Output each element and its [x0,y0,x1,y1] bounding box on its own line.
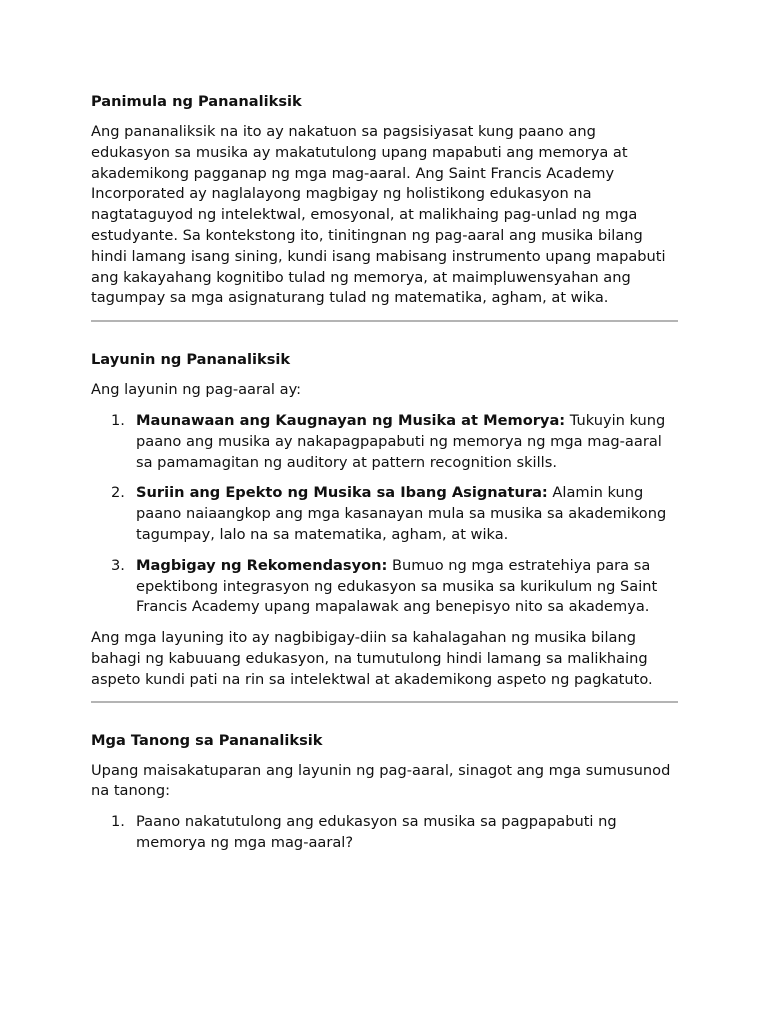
list-item-text: Alamin kung paano naiaangkop ang mga kasanayan mula sa musika sa akademikong tagumpay, lalo na sa matematika, agham, at wika. [136,484,667,543]
list-item-text: Bumuo ng mga estratehiya para sa epektibong integrasyon ng edukasyon sa musika sa kurikulum ng Saint Francis Academy upang mapalawak ang benepisyo nito sa akademya. [136,556,658,616]
list-item [91,812,678,854]
section-intro: Ang layunin ng pag-aaral ay: [91,381,302,399]
list-item [91,556,678,618]
list-item-title: Suriin ang Epekto ng Musika sa Ibang Asignatura: [136,484,548,502]
section-intro: Upang maisakatuparan ang layunin ng pag-aaral, sinagot ang mga sumusunod na tanong: [91,761,671,800]
section-layunin [91,350,678,690]
section-heading: Panimula ng Pananaliksik [91,93,302,110]
section-paragraph: Ang pananaliksik na ito ay nakatuon sa pagsisiyasat kung paano ang edukasyon sa musika ay makatutulong upang mapabuti ang memorya at akademikong pagganap ng mga mag-aaral. Ang Saint Francis Academy Incorporated ay naglalayong magbigay ng holistikong edukasyon na nagtataguyod ng intelektwal, emosyonal, at malikhaing pag-unlad ng mga estudyante. Sa kontekstong ito, tinitingnan ng pag-aaral ang musika bilang hindi lamang isang sining, kundi isang mabisang instrumento upang mapabuti ang kakayahang kognitibo tulad ng memorya, at maimpluwensyahan ang tagumpay sa mga asignaturang tulad ng matematika, agham, at wika. [91,123,666,307]
section-panimula [91,92,678,309]
section-mga-tanong [91,731,678,854]
list-number: 1. [111,411,125,429]
section-divider [91,320,678,322]
questions-list [91,812,678,854]
list-item [91,411,678,473]
list-number: 2. [111,484,125,502]
list-item [91,483,678,545]
objectives-list [91,411,678,618]
section-divider [91,701,678,703]
list-item-text: Tukuyin kung paano ang musika ay nakapagpapabuti ng memorya ng mga mag-aaral sa pamamagitan ng auditory at pattern recognition skills. [136,411,666,471]
document-page [91,92,678,864]
list-number: 1. [111,813,125,831]
section-heading: Layunin ng Pananaliksik [91,351,291,369]
list-item-title: Magbigay ng Rekomendasyon: [136,556,388,574]
section-heading: Mga Tanong sa Pananaliksik [91,731,323,749]
list-item-title: Maunawaan ang Kaugnayan ng Musika at Memorya: [136,411,566,429]
list-item-text: Paano nakatutulong ang edukasyon sa musika sa pagpapabuti ng memorya ng mga mag-aaral? [136,813,617,851]
section-closing: Ang mga layuning ito ay nagbibigay-diin sa kahalagahan ng musika bilang bahagi ng kabuuang edukasyon, na tumutulong hindi lamang sa malikhaing aspeto kundi pati na rin sa intelektwal at akademikong aspeto ng pagkatuto. [91,629,653,688]
list-number: 3. [111,556,125,574]
